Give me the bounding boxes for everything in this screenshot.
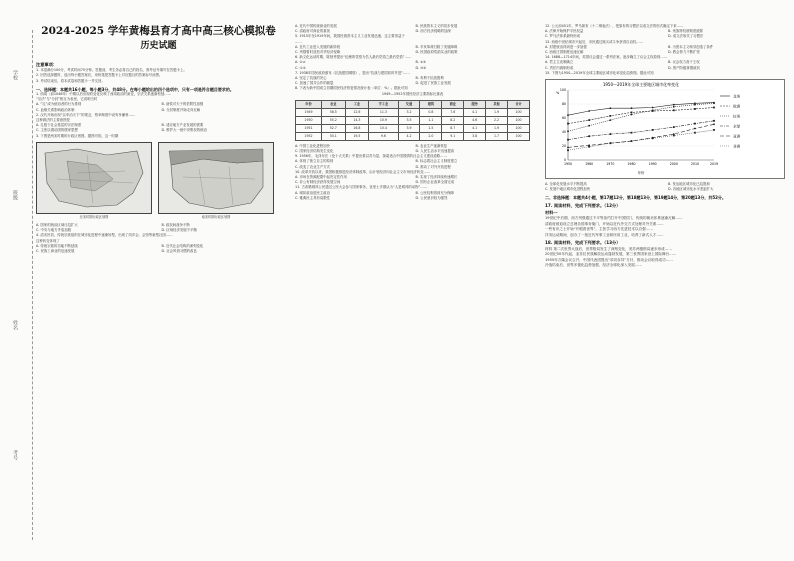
data-point — [588, 125, 590, 127]
q8-option-c: C. 国家经济结构发生变化 — [295, 149, 334, 154]
table-cell: 1950 — [296, 116, 322, 124]
table-cell: 7.6 — [442, 108, 464, 116]
q1-option-c: C. 血缘关系影响政治体制 — [36, 107, 75, 112]
table-header-cell: 其他 — [486, 100, 508, 108]
q10-option-c: C. 非公有制经济获得发展空间 — [295, 180, 341, 185]
q13-option-d: D. 教会势力不断扩张 — [668, 50, 700, 55]
q11-option-d: D. 公民意识较为强烈 — [415, 195, 448, 200]
q9-options — [295, 159, 530, 169]
table-header-cell: 商业 — [442, 100, 464, 108]
q15-option-b: B. 发达地区城市化已趋饱和 — [668, 182, 710, 187]
table-header-cell: 年份 — [296, 100, 322, 108]
data-point — [673, 109, 675, 111]
data-point — [694, 132, 696, 134]
table-cell: 2.2 — [486, 116, 508, 124]
q2-option-a: A. 扎根于社会基层的宗法制度 — [36, 123, 82, 128]
q14-option-a: A. 君主立宪制确立 — [545, 60, 574, 65]
table-row — [296, 132, 530, 140]
q9-line: 9. 1956年，毛泽东在《论十大关系》中提出要以苏为鉴，探索适合中国国情的社会主义建设道路…… — [295, 154, 447, 159]
q15-option-a: A. 全球化发展水平不断提高 — [545, 182, 587, 187]
data-point — [588, 119, 590, 121]
q3-option-d: D. 区域经济发展不平衡 — [161, 228, 197, 233]
table-row — [296, 108, 530, 116]
x-tick-label: 2000 — [669, 162, 678, 167]
q4-option-a: A. 传统宗族的功能不断延续 — [36, 243, 78, 248]
table-cell: 58.5 — [321, 108, 345, 116]
data-point — [609, 119, 611, 121]
table-header-cell: 建筑 — [420, 100, 442, 108]
data-point — [588, 110, 590, 112]
table-body — [296, 108, 530, 140]
table-cell: 12.6 — [345, 108, 369, 116]
legend-label: 拉美 — [733, 114, 741, 119]
material2-line: 1955年万隆会议召开，中国代表团提出“求同存异”方针，推动会议取得成功…… — [545, 257, 673, 262]
data-point — [631, 132, 633, 134]
table-cell: 14.3 — [345, 116, 369, 124]
x-tick-label: 2019 — [709, 162, 719, 167]
table-cell: 9.1 — [442, 132, 464, 140]
q14-line: 14. 1688—1714年间，英国议会通过一系列法案，逐步确立了议会主权原则…… — [545, 55, 668, 60]
data-point — [567, 147, 569, 149]
margin-label-id: 考号 — [12, 450, 18, 460]
q11-options — [295, 191, 530, 201]
q7-options — [295, 76, 530, 86]
y-tick-label: 20 — [561, 144, 566, 149]
data-point — [609, 107, 611, 109]
chart-title: 1950—2019年全球主要地区城市化率变化 — [602, 82, 680, 88]
x-tick-label: 1960 — [585, 162, 594, 167]
data-point — [631, 107, 633, 109]
q12-options — [545, 29, 785, 39]
table-cell: 100 — [508, 108, 530, 116]
q13-option-c: C. 西欧庄园制度迅速瓦解 — [545, 50, 584, 55]
data-point — [588, 146, 590, 148]
table-cell: 1952 — [296, 132, 322, 140]
q10-option-b: B. 实现了经济持续快速增长 — [415, 175, 458, 180]
q12-option-c: C. 罗马法体系最终形成 — [545, 34, 581, 39]
margin-label-class: 班级 — [12, 190, 18, 200]
data-point — [694, 123, 696, 125]
q7-option-c: C. 加速了国共合作的破裂 — [295, 81, 334, 86]
data-point — [588, 135, 590, 137]
table-cell: 19.5 — [345, 132, 369, 140]
q3-option-b: B. 政权间战争不断 — [161, 223, 190, 228]
q5-option-d: D. 民国政府奖励实业的政策 — [415, 50, 458, 55]
q15-option-c: C. 发展中地区城市化进程加快 — [545, 187, 591, 192]
table-cell: 10.4 — [369, 124, 398, 132]
q9-option-c: C. 改变了农业生产方式 — [295, 164, 331, 169]
carry-option-a: A. 近代中国传统商业的发展 — [295, 24, 337, 28]
table-header-cell: 农业 — [321, 100, 345, 108]
q7-line: 7. 1938年国民政府颁布《抗战建国纲领》，提出“抗战与建国同时并进”…… — [295, 70, 410, 75]
q1-line: 1. 西周（前1046年）中期以后出现的变化反映了西周政治的演变，宗法关系逐渐松弛…… — [36, 92, 172, 97]
q1-line: “宗法”与“分封”相互为表里，它说明当时 — [36, 97, 98, 102]
material-label: 材料一 — [545, 209, 558, 215]
table-cell: 1949 — [296, 108, 322, 116]
q5-option-b: B. 辛亥革命扫除了发展障碍 — [415, 44, 458, 49]
y-tick-label: 60 — [561, 116, 566, 121]
x-tick-label: 1970 — [606, 162, 615, 167]
table-cell: 100 — [508, 124, 530, 132]
carry-options — [295, 24, 530, 34]
q2-option-c: C. 主张以德治国的儒家思想 — [36, 128, 78, 133]
carry-option-d: D. 西方经济侵略的加深 — [415, 29, 451, 34]
table-header-row — [296, 100, 530, 108]
table-cell: 4.2 — [398, 132, 420, 140]
column-1 — [36, 24, 281, 544]
q12-option-a: A. 法律开始保护平民权益 — [545, 29, 584, 34]
data-point — [609, 133, 611, 135]
q9-option-a: A. 体现了独立自主的原则 — [295, 159, 334, 164]
q2-line: 2. 汉代开始出现“以孝治天下”的观念，察举制度中设有孝廉科…… — [36, 112, 136, 117]
q5-option-c: C. 列强暂时放松对华经济侵略 — [295, 50, 341, 55]
q3-option-c: C. 中央与地方矛盾加剧 — [36, 228, 72, 233]
material2-text — [545, 247, 785, 269]
series-line — [568, 103, 714, 116]
q5-line: …… — [295, 39, 302, 44]
map-left-caption: 北宋时期行政区划图 — [79, 214, 109, 219]
q2-line: 这种做法的主要意图是 — [36, 118, 70, 123]
q3-option-a: A. 国家的统治区域日趋扩大 — [36, 223, 78, 228]
data-point — [713, 123, 715, 125]
y-tick-label: 40 — [561, 130, 566, 135]
q4-option-d: D. 社会风俗习惯的改良 — [161, 249, 197, 254]
q2-option-d: D. 维护大一统中央集权的统治 — [161, 128, 207, 133]
table-row — [296, 116, 530, 124]
column-3 — [545, 24, 785, 544]
table-row — [296, 124, 530, 132]
data-point — [673, 106, 675, 108]
q8-options — [295, 144, 530, 154]
table-cell: 3.8 — [464, 132, 486, 140]
q1-option-d: D. 分封制度开始走向瓦解 — [161, 107, 201, 112]
x-tick-label: 1990 — [648, 162, 657, 167]
data-point — [694, 104, 696, 106]
q14-option-b: B. 议会权力高于王权 — [668, 60, 700, 65]
data-point — [567, 123, 569, 125]
material2-line: 20世纪50年代起，亚非拉民族解放运动蓬勃发展，第三世界国家登上国际舞台…… — [545, 252, 677, 257]
x-tick-label: 2010 — [690, 162, 700, 167]
table-cell: 4.1 — [464, 124, 486, 132]
data-point — [652, 129, 654, 131]
q6-option-b: B. ②③ — [415, 60, 427, 65]
q4-options — [36, 244, 281, 254]
q6-option-a: A. ①② — [295, 60, 306, 65]
data-point — [631, 112, 633, 114]
table-cell: 50.1 — [321, 132, 345, 140]
table-header-cell: 服务 — [464, 100, 486, 108]
section1-heading: 一、选择题：本题共16小题，每小题3分，共48分。在每小题给出的四个选项中，只有一项是符合题目要求的。 — [36, 86, 234, 92]
chart-svg — [546, 80, 784, 176]
table-cell: 52.7 — [321, 124, 345, 132]
table-header-cell: 工业 — [345, 100, 369, 108]
q13-option-a: A. 封建统治得到进一步加强 — [545, 44, 587, 49]
table-cell: 3.2 — [398, 108, 420, 116]
q3-options — [36, 223, 281, 233]
map-left-graphic — [37, 143, 151, 213]
data-point — [694, 128, 696, 130]
table-cell: 1.9 — [486, 124, 508, 132]
urbanization-chart — [545, 79, 785, 179]
table-cell: 10.9 — [369, 116, 398, 124]
legend-label: 欧洲 — [733, 104, 741, 109]
series-line — [568, 103, 714, 131]
material2-line: 冷战结束后，世界多极化趋势加强，经济全球化深入发展…… — [545, 263, 643, 268]
data-point — [652, 137, 654, 139]
y-tick-label: 100 — [559, 88, 566, 93]
q18-title: 18. 阅读材料，完成下列要求。（13分） — [545, 240, 621, 246]
data-point — [713, 129, 715, 131]
table-cell: 55.2 — [321, 116, 345, 124]
q13-line: 13. 西欧中世纪城市兴起后，市民通过赎买或斗争获得自治权…… — [545, 39, 644, 44]
q8-option-d: D. 人民生活水平迅速提高 — [415, 149, 455, 154]
q15-options — [545, 182, 785, 192]
notice-heading: 注意事项： — [36, 62, 57, 67]
q7-option-a: A. 坚定了抗战的决心 — [295, 76, 327, 81]
data-point — [673, 135, 675, 137]
notice-item: 1. 本卷满分100分，考试时间75分钟。答题前，考生务必将自己的姓名、准考证号填写在答题卡上。 — [36, 68, 187, 73]
table-cell: 3.9 — [398, 124, 420, 132]
margin-label-school: 学校 — [12, 70, 18, 80]
q5-line: 5. 1915年至1919年间，我国民族资本主义工业发展迅速，这主要得益于 — [295, 34, 405, 39]
section2-heading: 二、非选择题：本题共4小题，第17题12分，第18题13分，第19题14分，第20题13分，共52分。 — [545, 195, 726, 201]
q6-option-d: D. ③④ — [415, 65, 427, 70]
material-line: 19世纪中后期，西方列强通过不平等条约打开中国国门，传统的朝贡体系逐渐瓦解…… — [545, 216, 683, 221]
data-point — [673, 104, 675, 106]
data-point — [694, 108, 696, 110]
q6-line: 6. 新文化运动时期，陈独秀提出“伦理的觉悟为吾人最后觉悟之最后觉悟”…… — [295, 55, 412, 60]
data-point — [567, 149, 569, 151]
q11-option-c: C. 雅典民主具有局限性 — [295, 195, 331, 200]
series-line — [568, 108, 714, 124]
table-cell: 8.7 — [442, 124, 464, 132]
q6-option-c: C. ①③ — [295, 65, 306, 70]
data-point — [631, 114, 633, 116]
q15-option-d: D. 各地区城市化水平差距扩大 — [668, 187, 714, 192]
data-point — [713, 120, 715, 122]
notice-item: 2. 回答选择题时，选出每小题答案后，用铅笔把答题卡上对应题目的答案标号涂黑。 — [36, 73, 163, 78]
notice-item: 3. 考试结束后，将本试卷和答题卡一并交回。 — [36, 78, 105, 83]
exam-subtitle: 历史试题 — [140, 41, 177, 51]
data-point — [652, 109, 654, 111]
y-tick-label: 80 — [561, 102, 566, 107]
q14-option-d: D. 资产阶级掌握政权 — [668, 65, 700, 70]
y-axis-label: % — [556, 91, 560, 96]
table-cell: 1.1 — [420, 116, 442, 124]
data-point — [567, 139, 569, 141]
q14-options — [545, 60, 785, 70]
q13-options — [545, 45, 785, 55]
data-point — [609, 115, 611, 117]
table-cell: 9.6 — [369, 132, 398, 140]
material2-line: 材料 第二次世界大战后，世界格局发生了深刻变化，美苏两极格局逐步形成…… — [545, 246, 672, 251]
q12-line: 12. 公元前451年，罗马颁布《十二铜表法》，把原有的习惯法以成文法的形式确定下来…… — [545, 24, 684, 28]
legend-label: 北美 — [733, 94, 741, 99]
q3-maps — [36, 142, 281, 220]
table-cell: 1.5 — [420, 124, 442, 132]
legend-label: 全球 — [733, 124, 741, 129]
material-text — [545, 216, 785, 238]
material-line: 一些有识之士开始“开眼看世界”，主张学习西方先进技术以自强…… — [545, 227, 653, 232]
data-point — [713, 102, 715, 104]
data-point — [609, 142, 611, 144]
table-cell: 4.6 — [464, 116, 486, 124]
carry-option-c: C. 清政府对商业的重视 — [295, 29, 331, 34]
exam-title: 2024-2025 学年黄梅县育才高中高三核心模拟卷 — [41, 25, 276, 37]
y-tick-label: 0 — [563, 158, 566, 163]
q1-options — [36, 102, 281, 112]
song-map-right — [158, 142, 274, 214]
q5-options — [295, 45, 530, 55]
table-cell: 1951 — [296, 124, 322, 132]
table-cell: 1.9 — [486, 108, 508, 116]
q3-line: 3. 下图是两宋时期的行政区划图。据图可知，这一时期 — [36, 133, 119, 138]
table-header-cell: 交通 — [398, 100, 420, 108]
q17-title: 17. 阅读材料，完成下列要求。（12分） — [545, 202, 621, 208]
q4-option-c: C. 民族工商业的迅速发展 — [36, 249, 75, 254]
q5-option-a: A. 近代工业进入发展的新阶段 — [295, 44, 341, 49]
q2-options — [36, 123, 281, 133]
q8-table-title: 1949—1952年国民经济主要指标比重表 — [381, 91, 444, 96]
song-map-left — [36, 142, 152, 214]
material-line: 洋务运动期间，创办了一批近代军事工业和民用工业，培养了新式人才…… — [545, 232, 664, 237]
table-cell: 16.8 — [345, 124, 369, 132]
data-point — [631, 140, 633, 142]
q10-line: 10. 改革开放以来，我国积极推进经济体制改革，由计划经济向社会主义市场经济转变…… — [295, 169, 431, 174]
q7-option-d: D. 促进了民族工业发展 — [415, 81, 451, 86]
table-header-cell: 合计 — [508, 100, 530, 108]
q13-option-b: B. 为资本主义萌芽创造了条件 — [668, 44, 714, 49]
q6-options — [295, 60, 530, 70]
q11-line: 11. 古希腊城邦公民通过公民大会参与国家事务，亚里士多德认为“人是城邦的动物”…… — [295, 185, 428, 190]
map-right-caption: 南宋时期行政区划图 — [201, 214, 231, 219]
table-cell: 100 — [508, 116, 530, 124]
legend-label: 非洲 — [733, 144, 741, 149]
x-tick-label: 1980 — [627, 162, 636, 167]
q4-line: 4. 清末民初，传统宗族组织在城市化进程中逐渐转型，出现了同乡会、会馆等新型社团…… — [36, 233, 173, 238]
q9-option-b: B. 标志着社会主义制度建立 — [415, 159, 458, 164]
map-right-graphic — [159, 143, 273, 213]
data-point — [673, 126, 675, 128]
q10-option-a: A. 市场在资源配置中起决定性作用 — [295, 175, 347, 180]
table-cell: 8.2 — [442, 116, 464, 124]
q11-option-b: B. 公民权利得到充分保障 — [415, 190, 454, 195]
data-point — [713, 107, 715, 109]
q8-option-a: A. 中国工业化进程加快 — [295, 143, 330, 148]
binding-margin — [6, 30, 33, 540]
table-cell: 2.0 — [420, 132, 442, 140]
q2-option-b: B. 适应地方产业发展的需要 — [161, 123, 204, 128]
q8-table — [295, 100, 530, 141]
table-cell: 1.7 — [486, 132, 508, 140]
material-line: 清政府被迫设立总理各国事务衙门，开始以近代外交方式处理对外关系…… — [545, 221, 664, 226]
q4-option-b: B. 近代社会结构的深刻变化 — [161, 243, 204, 248]
table-cell: 0.8 — [420, 108, 442, 116]
q7-option-b: B. 有利于抗战胜利 — [415, 76, 444, 81]
q8-option-b: B. 农业生产逐渐恢复 — [415, 143, 448, 148]
column-2 — [295, 24, 530, 544]
q12-option-b: B. 贵族特权被彻底废除 — [668, 29, 703, 34]
q1-option-a: A. “礼”成为统治者的行为准则 — [36, 102, 82, 107]
data-point — [652, 107, 654, 109]
margin-label-name: 姓名 — [12, 320, 18, 330]
q9-option-d: D. 推动了对外开放进程 — [415, 164, 451, 169]
q14-option-c: C. 责任内阁制形成 — [545, 65, 574, 70]
q12-option-d: D. 成文法取代了习惯法 — [668, 34, 704, 39]
table-header-cell: 手工业 — [369, 100, 398, 108]
x-tick-label: 1950 — [563, 162, 573, 167]
data-point — [567, 114, 569, 116]
q10-options — [295, 175, 530, 185]
table-cell: 100 — [508, 132, 530, 140]
q15-line: 15. 下图为1950—2019年全球主要地区城市化率变化趋势图。据此可知 — [545, 70, 654, 75]
q4-line: 这种转变体现了 — [36, 238, 60, 243]
carry-option-b: B. 民族资本主义的初步发展 — [415, 24, 458, 28]
legend-label: 亚洲 — [733, 134, 741, 139]
q8-line: 8. 下表为新中国成立初期国民经济恢复情况统计表（单位：%）。据此可知 — [295, 86, 408, 91]
table-cell: 3.5 — [398, 116, 420, 124]
table-cell: 11.3 — [369, 108, 398, 116]
q11-option-a: A. 城邦政治是民主政治 — [295, 190, 330, 195]
q1-option-b: B. 诸侯对天子的依附性加强 — [161, 102, 204, 107]
q10-option-d: D. 国有企业改革全面完成 — [415, 180, 455, 185]
data-point — [567, 130, 569, 132]
x-axis-label: 年份 — [637, 171, 645, 176]
table-cell: 4.1 — [464, 108, 486, 116]
